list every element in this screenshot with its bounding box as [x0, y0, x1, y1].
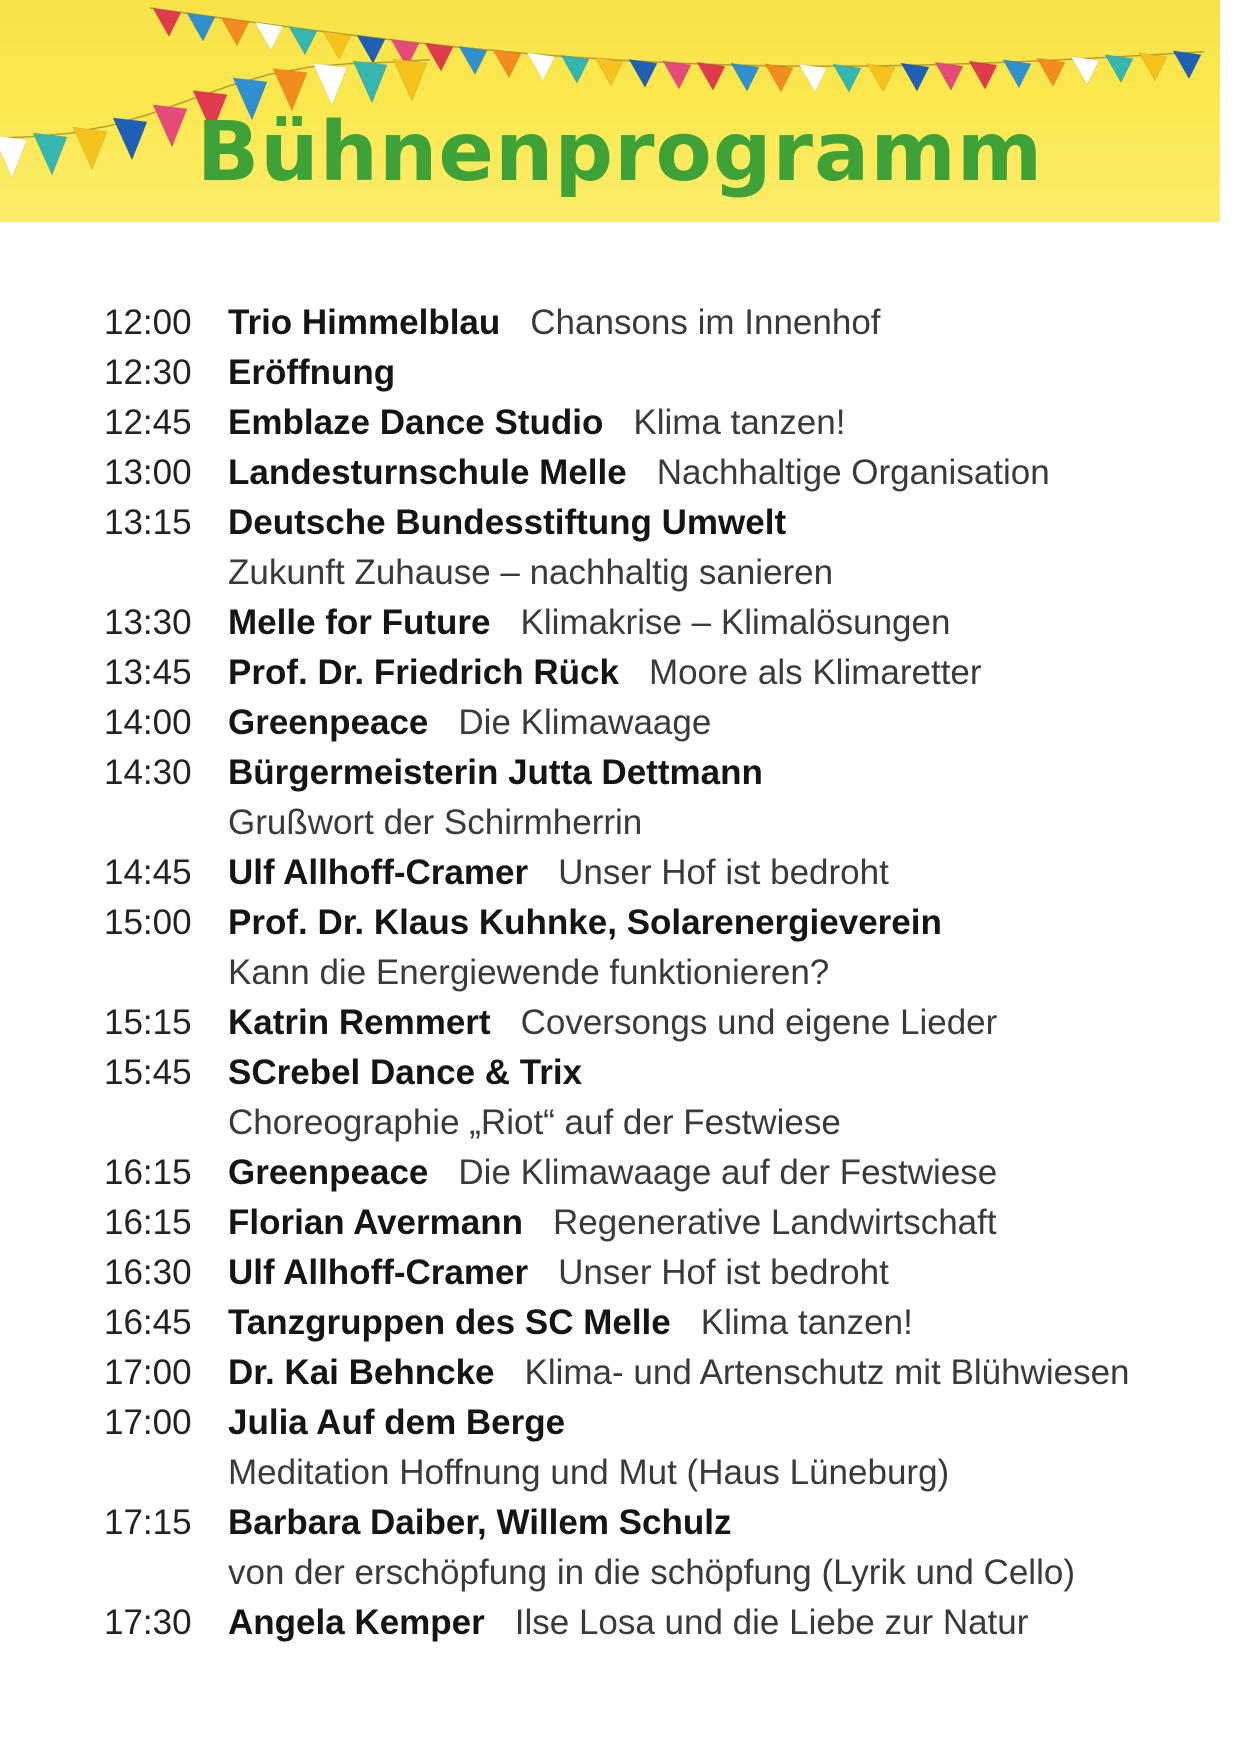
entry-time: 14:00	[104, 703, 192, 742]
schedule-line	[104, 1148, 1214, 1198]
pennant-flag	[1003, 60, 1031, 88]
entry-time: 17:00	[104, 1353, 192, 1392]
pennant-flag	[1139, 53, 1167, 81]
schedule-list	[104, 298, 1214, 1648]
schedule-line	[104, 1298, 1214, 1348]
entry-time: 17:30	[104, 1603, 192, 1642]
schedule-entry	[104, 1298, 1214, 1348]
schedule-line-continued	[104, 798, 1214, 848]
schedule-line	[104, 348, 1214, 398]
entry-time: 13:00	[104, 453, 192, 492]
schedule-entry	[104, 448, 1214, 498]
schedule-entry	[104, 998, 1214, 1048]
pennant-flag	[935, 62, 963, 90]
pennant-flag	[1105, 55, 1133, 83]
entry-time: 16:30	[104, 1253, 192, 1292]
pennant-flag	[1037, 58, 1065, 86]
entry-act: Barbara Daiber, Willem Schulz	[228, 1503, 732, 1542]
schedule-line	[104, 498, 1214, 548]
pennant-flag	[493, 50, 521, 78]
pennant-flag	[187, 13, 215, 41]
schedule-line	[104, 448, 1214, 498]
pennant-flag	[969, 61, 997, 89]
schedule-entry	[104, 348, 1214, 398]
page-title: Bühnenprogramm	[196, 105, 1044, 200]
entry-description: Moore als Klimaretter	[648, 653, 982, 692]
entry-description: Regenerative Landwirtschaft	[552, 1203, 997, 1242]
schedule-line-continued	[104, 1098, 1214, 1148]
schedule-entry	[104, 1348, 1214, 1398]
schedule-line	[104, 698, 1214, 748]
pennant-flag	[799, 64, 827, 92]
entry-description: Chansons im Innenhof	[530, 303, 881, 342]
entry-act: Emblaze Dance Studio	[228, 403, 604, 442]
pennant-flag	[527, 53, 555, 81]
entry-description: Choreographie „Riot“ auf der Festwiese	[228, 1103, 841, 1142]
entry-act: Julia Auf dem Berge	[228, 1403, 566, 1442]
pennant-flag	[867, 64, 895, 92]
entry-description: Grußwort der Schirmherrin	[228, 803, 643, 842]
pennant-flag	[153, 8, 181, 36]
schedule-entry	[104, 1398, 1214, 1498]
pennant-flag	[833, 64, 861, 92]
entry-description: Klimakrise – Klimalösungen	[520, 603, 951, 642]
entry-description: Ilse Losa und die Liebe zur Natur	[514, 1603, 1029, 1642]
schedule-line	[104, 298, 1214, 348]
pennant-flag	[663, 61, 691, 89]
schedule-entry	[104, 898, 1214, 998]
pennant-flag	[901, 63, 929, 91]
pennant-flag	[313, 63, 347, 105]
pennant-flag	[459, 47, 487, 75]
entry-act: Landesturnschule Melle	[228, 453, 627, 492]
entry-act: Eröffnung	[228, 353, 396, 392]
schedule-line	[104, 598, 1214, 648]
entry-description: Die Klimawaage auf der Festwiese	[458, 1153, 998, 1192]
entry-description: Die Klimawaage	[458, 703, 712, 742]
entry-act: Greenpeace	[228, 703, 429, 742]
entry-act: Prof. Dr. Klaus Kuhnke, Solarenergieverein	[228, 903, 942, 942]
entry-act: Melle for Future	[228, 603, 491, 642]
pennant-flag	[221, 18, 249, 46]
pennant-flag	[323, 31, 351, 59]
schedule-line	[104, 748, 1214, 798]
entry-time: 16:45	[104, 1303, 192, 1342]
pennant-flag	[289, 27, 317, 55]
entry-act: Prof. Dr. Friedrich Rück	[228, 653, 619, 692]
schedule-line	[104, 1048, 1214, 1098]
entry-time: 15:15	[104, 1003, 192, 1042]
schedule-entry	[104, 698, 1214, 748]
schedule-line	[104, 1598, 1214, 1648]
entry-act: Ulf Allhoff-Cramer	[228, 1253, 529, 1292]
schedule-entry	[104, 1248, 1214, 1298]
entry-act: Trio Himmelblau	[228, 303, 501, 342]
entry-time: 17:15	[104, 1503, 192, 1542]
entry-description: Klima tanzen!	[633, 403, 846, 442]
schedule-line	[104, 1248, 1214, 1298]
entry-act: Bürgermeisterin Jutta Dettmann	[228, 753, 763, 792]
entry-act: SCrebel Dance & Trix	[228, 1053, 583, 1092]
entry-act: Tanzgruppen des SC Melle	[228, 1303, 671, 1342]
entry-description: Klima tanzen!	[700, 1303, 913, 1342]
schedule-line	[104, 648, 1214, 698]
entry-description: Nachhaltige Organisation	[656, 453, 1050, 492]
entry-act: Greenpeace	[228, 1153, 429, 1192]
schedule-line	[104, 1348, 1214, 1398]
schedule-entry	[104, 1148, 1214, 1198]
schedule-line	[104, 898, 1214, 948]
entry-description: Kann die Energiewende funktionieren?	[228, 953, 830, 992]
entry-time: 13:45	[104, 653, 192, 692]
schedule-entry	[104, 298, 1214, 348]
entry-description: von der erschöpfung in die schöpfung (Lyrik und Cello)	[228, 1553, 1075, 1592]
pennant-flag	[561, 55, 589, 83]
pennant-flag	[595, 57, 623, 85]
entry-time: 13:30	[104, 603, 192, 642]
entry-description: Meditation Hoffnung und Mut (Haus Lüneburg)	[228, 1453, 950, 1492]
schedule-entry	[104, 498, 1214, 598]
entry-time: 14:45	[104, 853, 192, 892]
bunting-string-top	[150, 8, 1204, 92]
schedule-entry	[104, 748, 1214, 848]
schedule-line	[104, 998, 1214, 1048]
schedule-line-continued	[104, 1548, 1214, 1598]
entry-description: Unser Hof ist bedroht	[558, 1253, 889, 1292]
entry-time: 14:30	[104, 753, 192, 792]
schedule-entry	[104, 398, 1214, 448]
pennant-flag	[1173, 51, 1201, 79]
entry-time: 15:45	[104, 1053, 192, 1092]
entry-time: 17:00	[104, 1403, 192, 1442]
entry-description: Zukunft Zuhause – nachhaltig sanieren	[228, 553, 834, 592]
pennant-flag	[697, 62, 725, 90]
entry-time: 16:15	[104, 1153, 192, 1192]
entry-time: 16:15	[104, 1203, 192, 1242]
pennant-flag	[765, 64, 793, 92]
schedule-line-continued	[104, 1448, 1214, 1498]
entry-act: Ulf Allhoff-Cramer	[228, 853, 529, 892]
pennant-flag	[425, 43, 453, 71]
schedule-entry	[104, 848, 1214, 898]
pennant-flag	[629, 59, 657, 87]
entry-description: Unser Hof ist bedroht	[558, 853, 889, 892]
entry-time: 12:00	[104, 303, 192, 342]
bunting-banner	[0, 0, 1240, 222]
entry-act: Florian Avermann	[228, 1203, 523, 1242]
pennant-flag	[731, 63, 759, 91]
entry-time: 15:00	[104, 903, 192, 942]
entry-act: Katrin Remmert	[228, 1003, 491, 1042]
schedule-line	[104, 398, 1214, 448]
entry-description: Coversongs und eigene Lieder	[520, 1003, 998, 1042]
schedule-entry	[104, 1598, 1214, 1648]
schedule-line	[104, 1398, 1214, 1448]
schedule-line	[104, 848, 1214, 898]
entry-act: Dr. Kai Behncke	[228, 1353, 495, 1392]
entry-description: Klima- und Artenschutz mit Blühwiesen	[524, 1353, 1130, 1392]
schedule-line-continued	[104, 548, 1214, 598]
entry-act: Deutsche Bundesstiftung Umwelt	[228, 503, 787, 542]
schedule-entry	[104, 648, 1214, 698]
schedule-line	[104, 1498, 1214, 1548]
entry-time: 12:45	[104, 403, 192, 442]
pennant-flag	[1071, 57, 1099, 85]
schedule-line-continued	[104, 948, 1214, 998]
pennant-flag	[357, 35, 385, 63]
schedule-entry	[104, 1048, 1214, 1148]
entry-time: 12:30	[104, 353, 192, 392]
schedule-entry	[104, 1498, 1214, 1598]
pennant-flag	[255, 22, 283, 50]
pennant-flag	[353, 61, 387, 103]
schedule-entry	[104, 1198, 1214, 1248]
entry-time: 13:15	[104, 503, 192, 542]
schedule-line	[104, 1198, 1214, 1248]
pennant-flag	[393, 59, 427, 101]
schedule-entry	[104, 598, 1214, 648]
entry-act: Angela Kemper	[228, 1603, 485, 1642]
